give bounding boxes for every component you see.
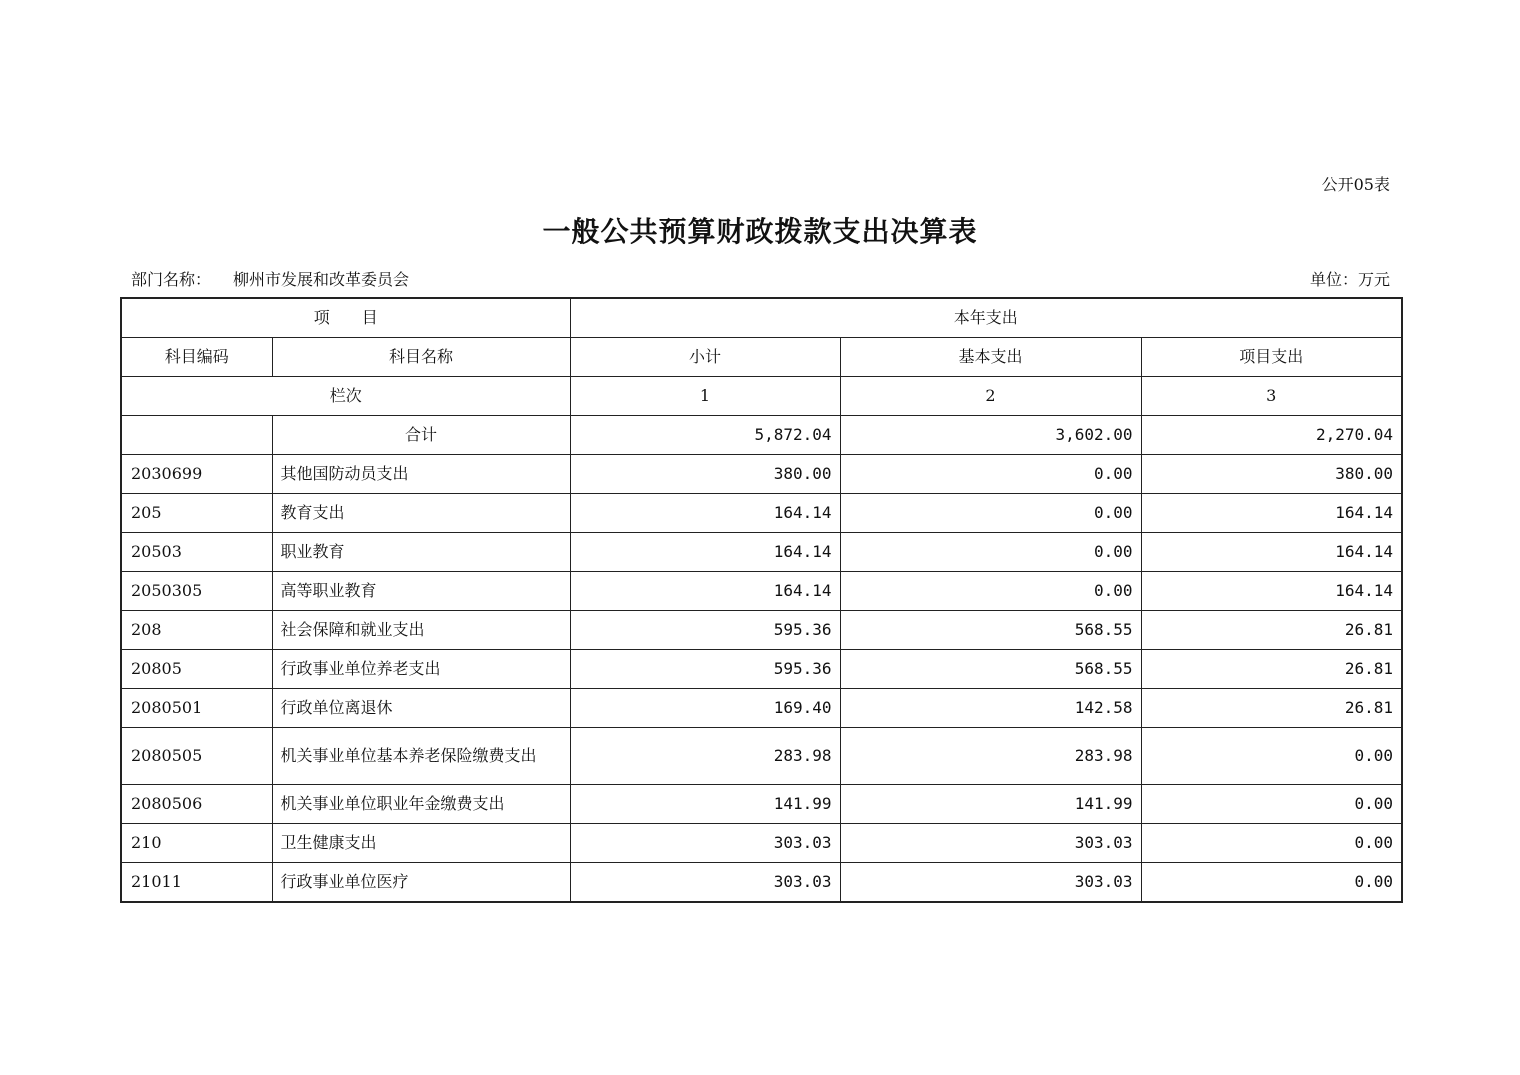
table-code: 公开05表 [1321, 175, 1390, 194]
row-name: 机关事业单位基本养老保险缴费支出 [272, 728, 570, 785]
row-name: 职业教育 [272, 533, 570, 572]
table-row [121, 728, 1402, 785]
row-project: 164.14 [1141, 572, 1402, 611]
row-basic: 141.99 [840, 785, 1141, 824]
header-code: 科目编码 [121, 338, 272, 377]
row-basic: 0.00 [840, 533, 1141, 572]
column-index-3: 3 [1141, 377, 1402, 416]
row-name: 卫生健康支出 [272, 824, 570, 863]
row-basic: 0.00 [840, 572, 1141, 611]
total-project: 2,270.04 [1141, 416, 1402, 455]
table-row [121, 689, 1402, 728]
row-code: 210 [121, 824, 272, 863]
row-name: 高等职业教育 [272, 572, 570, 611]
header-row-1 [121, 298, 1402, 338]
row-code: 2030699 [121, 455, 272, 494]
page-title: 一般公共预算财政拨款支出决算表 [542, 215, 978, 248]
row-code: 2080501 [121, 689, 272, 728]
table-row [121, 533, 1402, 572]
row-name: 其他国防动员支出 [272, 455, 570, 494]
row-subtotal: 164.14 [570, 494, 840, 533]
row-code: 20805 [121, 650, 272, 689]
table-row [121, 650, 1402, 689]
row-project: 0.00 [1141, 785, 1402, 824]
row-project: 164.14 [1141, 533, 1402, 572]
column-index-label: 栏次 [121, 377, 570, 416]
header-project: 项目支出 [1141, 338, 1402, 377]
total-code-empty [121, 416, 272, 455]
header-subtotal: 小计 [570, 338, 840, 377]
row-name: 机关事业单位职业年金缴费支出 [272, 785, 570, 824]
row-subtotal: 380.00 [570, 455, 840, 494]
row-name: 社会保障和就业支出 [272, 611, 570, 650]
total-basic: 3,602.00 [840, 416, 1141, 455]
header-row-2 [121, 338, 1402, 377]
total-label: 合计 [272, 416, 570, 455]
row-project: 164.14 [1141, 494, 1402, 533]
row-subtotal: 303.03 [570, 824, 840, 863]
row-project: 0.00 [1141, 728, 1402, 785]
table-row [121, 824, 1402, 863]
column-index-row [121, 377, 1402, 416]
row-project: 26.81 [1141, 689, 1402, 728]
row-basic: 568.55 [840, 650, 1141, 689]
row-name: 行政单位离退休 [272, 689, 570, 728]
row-code: 20503 [121, 533, 272, 572]
row-name: 行政事业单位医疗 [272, 863, 570, 903]
header-basic: 基本支出 [840, 338, 1141, 377]
row-project: 26.81 [1141, 650, 1402, 689]
expense-table [120, 297, 1403, 903]
row-subtotal: 595.36 [570, 611, 840, 650]
row-basic: 142.58 [840, 689, 1141, 728]
table-row [121, 494, 1402, 533]
header-item: 项 目 [121, 298, 570, 338]
row-subtotal: 595.36 [570, 650, 840, 689]
table-row [121, 785, 1402, 824]
row-subtotal: 164.14 [570, 572, 840, 611]
table-row [121, 455, 1402, 494]
row-name: 行政事业单位养老支出 [272, 650, 570, 689]
row-project: 380.00 [1141, 455, 1402, 494]
department-name: 柳州市发展和改革委员会 [233, 270, 410, 289]
row-subtotal: 141.99 [570, 785, 840, 824]
row-project: 26.81 [1141, 611, 1402, 650]
row-subtotal: 169.40 [570, 689, 840, 728]
table-row [121, 572, 1402, 611]
header-year-expense: 本年支出 [570, 298, 1402, 338]
table-row [121, 863, 1402, 903]
row-project: 0.00 [1141, 824, 1402, 863]
row-code: 2080505 [121, 728, 272, 785]
row-project: 0.00 [1141, 863, 1402, 903]
total-row [121, 416, 1402, 455]
header-name: 科目名称 [272, 338, 570, 377]
row-code: 205 [121, 494, 272, 533]
row-basic: 0.00 [840, 494, 1141, 533]
row-name: 教育支出 [272, 494, 570, 533]
row-subtotal: 164.14 [570, 533, 840, 572]
column-index-2: 2 [840, 377, 1141, 416]
row-basic: 303.03 [840, 824, 1141, 863]
department-line [131, 267, 409, 290]
unit-label: 单位：万元 [1309, 270, 1390, 289]
row-code: 208 [121, 611, 272, 650]
row-code: 2050305 [121, 572, 272, 611]
row-subtotal: 303.03 [570, 863, 840, 903]
column-index-1: 1 [570, 377, 840, 416]
row-code: 2080506 [121, 785, 272, 824]
row-basic: 568.55 [840, 611, 1141, 650]
row-subtotal: 283.98 [570, 728, 840, 785]
table-row [121, 611, 1402, 650]
row-code: 21011 [121, 863, 272, 903]
row-basic: 283.98 [840, 728, 1141, 785]
row-basic: 0.00 [840, 455, 1141, 494]
department-label: 部门名称： [131, 270, 212, 289]
total-subtotal: 5,872.04 [570, 416, 840, 455]
row-basic: 303.03 [840, 863, 1141, 903]
